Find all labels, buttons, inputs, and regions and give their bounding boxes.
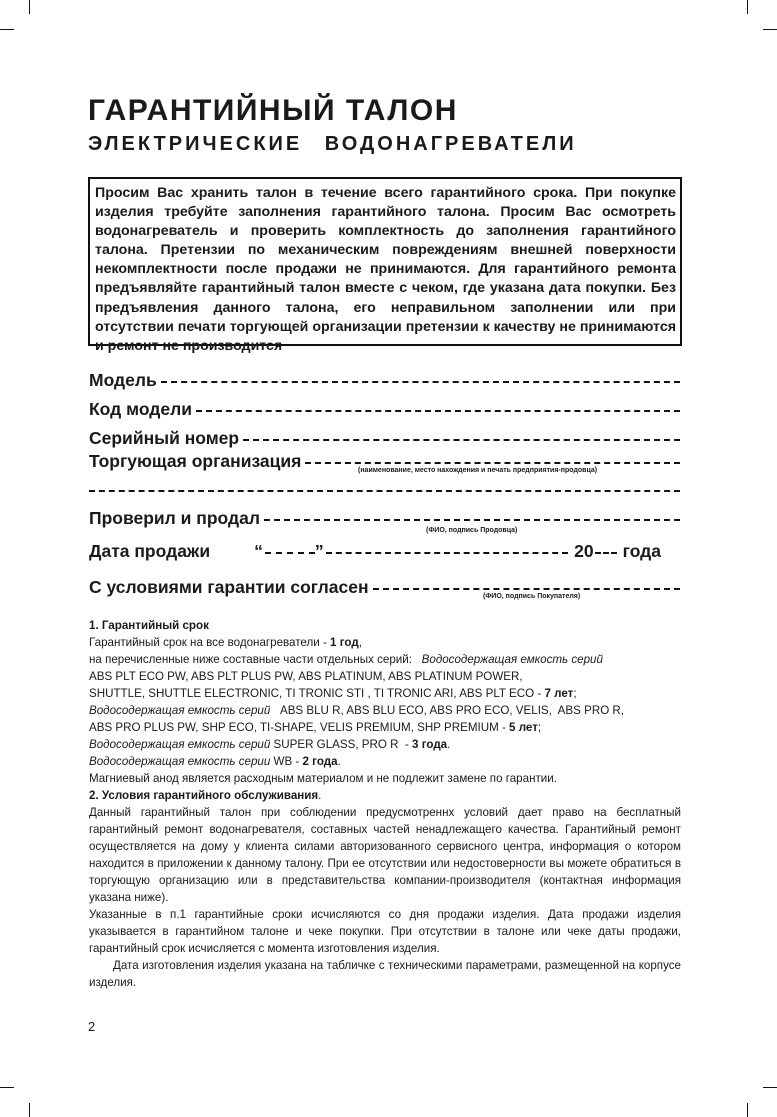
section1-line: Магниевый анод является расходным материалом и не подлежит замене по гарантии. bbox=[89, 772, 557, 785]
section1-line: Водосодержащая емкость серий SUPER GLASS, PRO R - 3 года. bbox=[89, 738, 451, 751]
crop-mark bbox=[763, 1087, 777, 1088]
checked-field[interactable] bbox=[89, 508, 680, 529]
section1-line: Гарантийный срок на все водонагреватели - 1 год, bbox=[89, 636, 362, 649]
page-title: ГАРАНТИЙНЫЙ ТАЛОН bbox=[88, 94, 458, 127]
checked-hint: (ФИО, подпись Продовца) bbox=[426, 527, 518, 534]
warranty-period-section bbox=[89, 617, 681, 787]
model-blank[interactable] bbox=[161, 380, 680, 383]
date-quote-open: “ bbox=[254, 541, 263, 561]
seller-hint: (наименование, место нахождения и печать предприятия-продовца) bbox=[358, 467, 598, 474]
notice-box: Просим Вас хранить талон в течение всего гарантийного срока. При покупке изделия требуйте заполнения гарантийного талона. Просим Вас осмотреть водонагреватель и проверить комплектность до заполнения гарантийного талона. Претензии по механическим повреждениям внешней поверхности некомплектности после продажи не принимаются. Для гарантийного ремонта предъявляйте гарантийный талон вместе с чеком, где указана дата покупки. Без предъявления данного талона, его неправильном заполнении или при отсутствии печати торгующей организации претензии к качеству не принимаются и ремонт не производится bbox=[88, 177, 682, 346]
year-word: года bbox=[622, 541, 661, 561]
day-blank[interactable] bbox=[265, 551, 315, 554]
serial-field[interactable] bbox=[89, 428, 680, 449]
section2-paragraph: Указанные в п.1 гарантийные сроки исчисляются со дня продажи изделия. Дата продажи изделия указывается в гарантийном талоне и чеке покупки. При отсутствии в талоне или чеке даты продажи, гарантийный срок исчисляется с момента изготовления изделия. bbox=[89, 908, 681, 955]
section1-line: ABS PLT ECO PW, ABS PLT PLUS PW, ABS PLATINUM, ABS PLATINUM POWER, bbox=[89, 670, 523, 683]
serial-label: Серийный номер bbox=[89, 428, 240, 448]
model-label: Модель bbox=[89, 370, 157, 390]
crop-mark bbox=[29, 1103, 30, 1117]
seller-blank[interactable] bbox=[305, 461, 680, 464]
page-subtitle: ЭЛЕКТРИЧЕСКИЕ ВОДОНАГРЕВАТЕЛИ bbox=[88, 133, 577, 155]
page-number: 2 bbox=[88, 1019, 96, 1034]
section2-heading: 2. Условия гарантийного обслуживания. bbox=[89, 789, 322, 802]
section1-line: Водосодержащая емкость серии WB - 2 года. bbox=[89, 755, 341, 768]
year-blank[interactable] bbox=[595, 551, 617, 554]
seller-blank-line-2[interactable] bbox=[89, 490, 680, 492]
sale-date-field[interactable] bbox=[89, 541, 661, 562]
section2-paragraph: Данный гарантийный талон при соблюдении предусмотреннх условий дает право на бесплатный гарантийный ремонт водонагревателя, составных частей ненадлежащего качества. Гарантийный ремонт осуществляется на дому у клиента силами авторизованного сервисного центра, информация о котором находится в приложении к данному талону. При ее отсутствии или недостоверности вы можете обратиться в торгующую организацию или в представительства компании-производителя (контактная информация указана ниже). bbox=[89, 806, 681, 904]
seller-label: Торгующая организация bbox=[89, 451, 302, 471]
date-quote-close: ” bbox=[314, 541, 324, 561]
crop-mark bbox=[747, 1103, 748, 1117]
crop-mark bbox=[0, 1087, 14, 1088]
model-code-blank[interactable] bbox=[196, 409, 680, 412]
section1-line: ABS PRO PLUS PW, SHP ECO, TI-SHAPE, VELIS PREMIUM, SHP PREMIUM - 5 лет; bbox=[89, 721, 542, 734]
agree-field[interactable] bbox=[89, 577, 680, 598]
model-field[interactable] bbox=[89, 370, 680, 391]
crop-mark bbox=[763, 29, 777, 30]
year-prefix: 20 bbox=[574, 541, 594, 561]
model-code-field[interactable] bbox=[89, 399, 680, 420]
model-code-label: Код модели bbox=[89, 399, 193, 419]
checked-blank[interactable] bbox=[264, 518, 680, 521]
agree-blank[interactable] bbox=[373, 587, 680, 590]
crop-mark bbox=[0, 29, 14, 30]
checked-label: Проверил и продал bbox=[89, 508, 260, 528]
crop-mark bbox=[747, 0, 748, 14]
section1-heading: 1. Гарантийный срок bbox=[89, 619, 209, 632]
service-conditions-section bbox=[89, 787, 681, 991]
section2-paragraph: Дата изготовления изделия указана на табличке с техническими параметрами, размещенной на корпусе изделия. bbox=[89, 959, 681, 989]
section1-line: Водосодержащая емкость серий ABS BLU R, ABS BLU ECO, ABS PRO ECO, VELIS, ABS PRO R, bbox=[89, 704, 625, 717]
month-blank[interactable] bbox=[326, 551, 569, 554]
serial-blank[interactable] bbox=[243, 438, 680, 441]
agree-label: С условиями гарантии согласен bbox=[89, 577, 369, 597]
section1-line: на перечисленные ниже составные части отдельных серий: Водосодержащая емкость серий bbox=[89, 653, 603, 666]
section1-line: SHUTTLE, SHUTTLE ELECTRONIC, TI TRONIC STI , TI TRONIC ARI, ABS PLT ECO - 7 лет; bbox=[89, 687, 577, 700]
agree-hint: (ФИО, подпись Покупателя) bbox=[483, 593, 581, 600]
crop-mark bbox=[29, 0, 30, 14]
sale-date-label: Дата продажи bbox=[89, 541, 211, 561]
